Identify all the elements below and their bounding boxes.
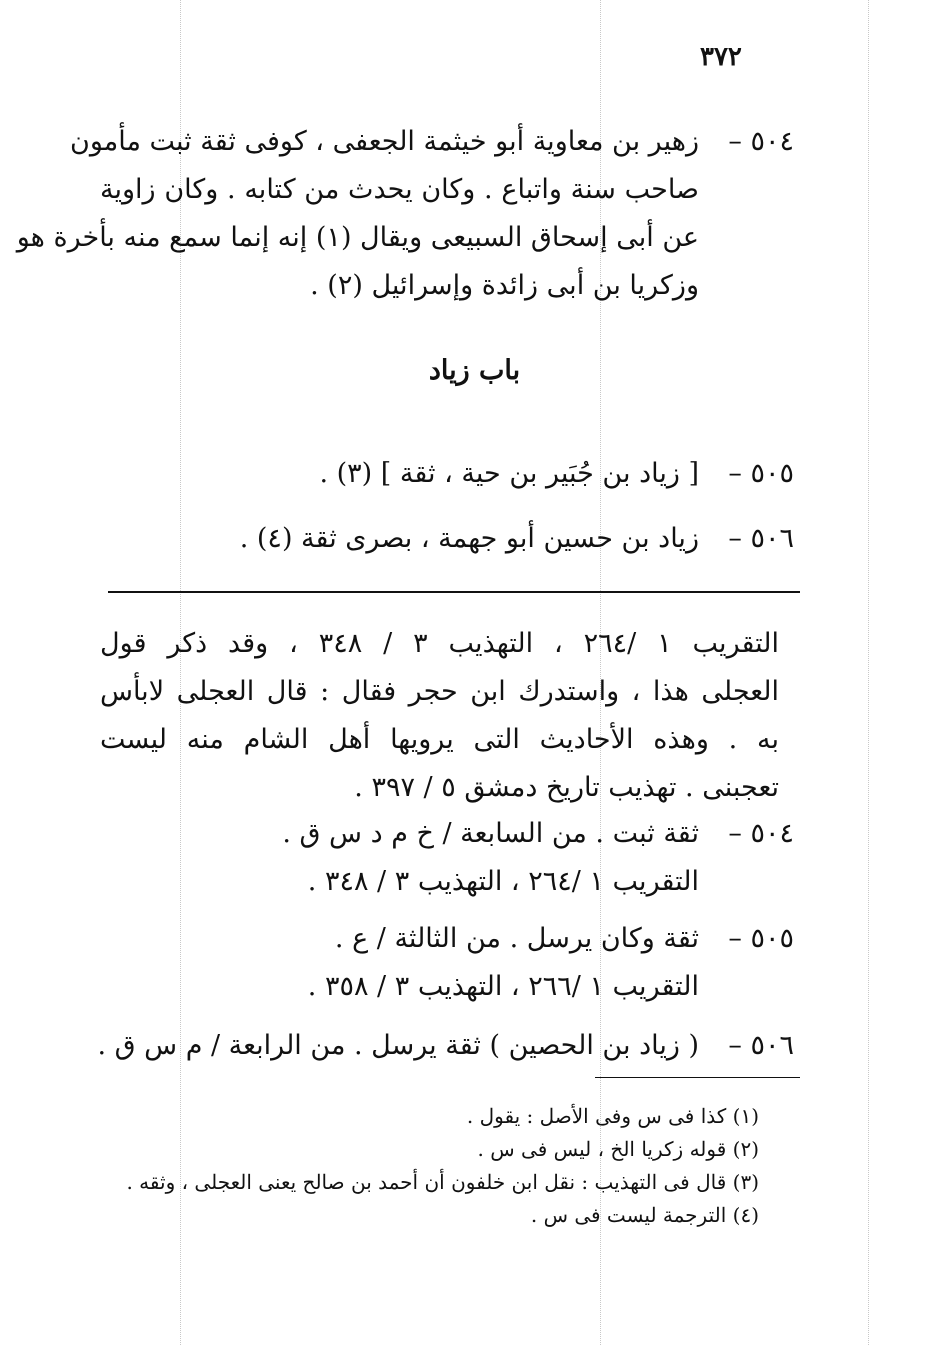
entry-506 — [0, 515, 794, 565]
section-heading: باب زياد — [428, 355, 521, 386]
page-number: ٣٧٢ — [700, 42, 742, 72]
note-number: ٥٠٤ – — [728, 818, 794, 849]
note-505 — [100, 915, 794, 1011]
footnote: (١) كذا فى س وفى الأصل : يقول . — [466, 1104, 759, 1128]
note-number: ٥٠٦ – — [728, 1030, 794, 1061]
footnote: (٣) قال فى التهذيب : نقل ابن خلفون أن أحمد بن صالح يعنى العجلى ، وثقه . — [126, 1170, 759, 1194]
scan-artifact-line — [868, 0, 869, 1345]
entry-number: ٥٠٥ – — [728, 458, 794, 489]
note-line: التقريب ١ /٢٦٤ ، التهذيب ٣ / ٣٤٨ . — [307, 866, 699, 897]
note-line: ( زياد بن الحصين ) ثقة يرسل . من الرابعة / م س ق . — [97, 1030, 699, 1061]
note-line: التقريب ١ /٢٦٤ ، التهذيب ٣ / ٣٤٨ ، وقد ذكر قول — [100, 628, 780, 659]
note-line: التقريب ١ /٢٦٦ ، التهذيب ٣ / ٣٥٨ . — [307, 971, 699, 1002]
note-line: العجلى هذا ، واستدرك ابن حجر فقال : قال العجلى لابأس — [100, 676, 779, 707]
footnote: (٤) الترجمة ليست فى س . — [530, 1203, 759, 1227]
note-line: ثقة ثبت . من السابعة / خ م د س ق . — [282, 818, 699, 849]
note-line: به . وهذه الأحاديث التى يرويها أهل الشام منه ليست — [100, 724, 779, 755]
entry-505 — [0, 450, 794, 500]
entry-line: [ زياد بن جُبَير بن حية ، ثقة ] (٣) . — [319, 458, 699, 489]
entry-line: وزكريا بن أبى زائدة وإسرائيل (٢) . — [310, 270, 699, 301]
separator-rule — [108, 591, 800, 593]
footnotes — [120, 1100, 759, 1232]
entry-line: عن أبى إسحاق السبيعى ويقال (١) إنه إنما سمع منه بأخرة هو — [16, 222, 699, 253]
footnote-rule — [595, 1077, 800, 1078]
entry-number: ٥٠٤ – — [728, 126, 794, 157]
entry-line: زياد بن حسين أبو جهمة ، بصرى ثقة (٤) . — [239, 523, 699, 554]
note-504 — [100, 810, 794, 906]
entry-line: زهير بن معاوية أبو خيثمة الجعفى ، كوفى ثقة ثبت مأمون — [69, 126, 699, 157]
note-number: ٥٠٥ – — [728, 923, 794, 954]
notes-continuation — [100, 620, 779, 812]
entry-504 — [16, 118, 794, 310]
entry-number: ٥٠٦ – — [728, 523, 794, 554]
note-line: ثقة وكان يرسل . من الثالثة / ع . — [334, 923, 699, 954]
note-506 — [97, 1022, 794, 1070]
footnote: (٢) قوله زكريا الخ ، ليس فى س . — [477, 1137, 759, 1161]
entry-line: صاحب سنة واتباع . وكان يحدث من كتابه . وكان زاوية — [100, 174, 699, 205]
note-line: تعجبنى . تهذيب تاريخ دمشق ٥ / ٣٩٧ . — [354, 772, 779, 803]
